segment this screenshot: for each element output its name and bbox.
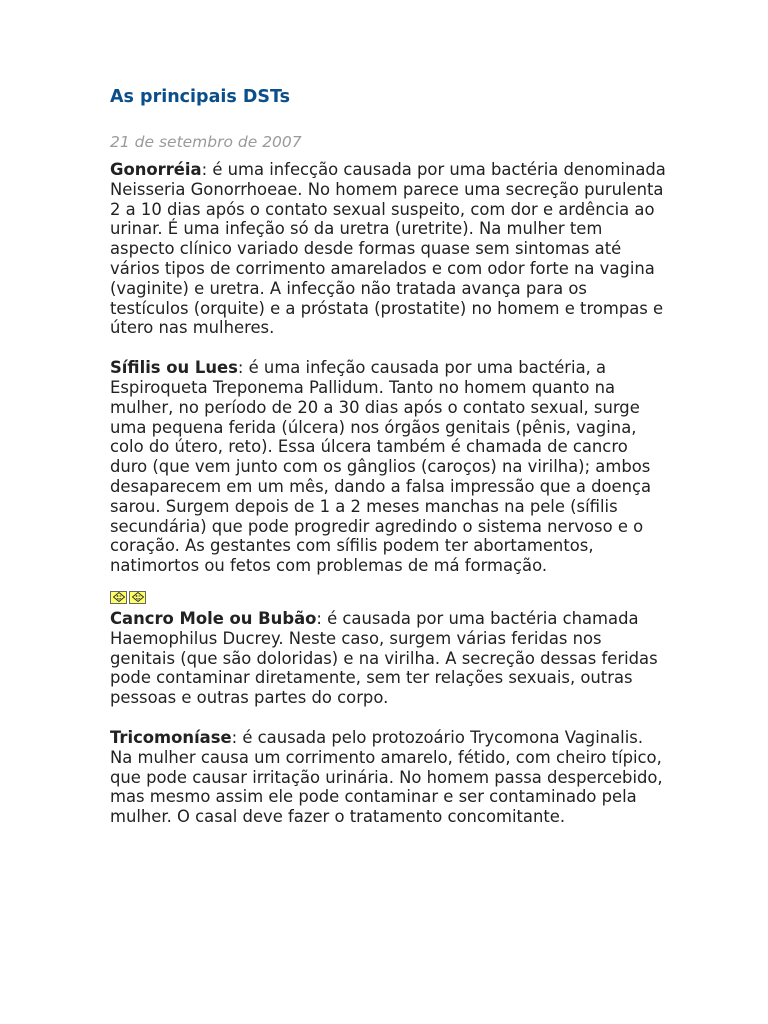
section-term: Gonorréia — [110, 160, 202, 179]
section-sifilis — [110, 358, 670, 576]
section-cancro-mole — [110, 609, 670, 708]
section-text: : é causada pelo protozoário Trycomona Vaginalis. Na mulher causa um corrimento amarelo, fétido, com cheiro típico, que pode causar irritação urinária. No homem passa despercebido, mas mesmo assim ele pode contaminar e ser contaminado pela mulher. O casal deve fazer o tratamento concomitante. — [110, 727, 663, 827]
section-gonorreia — [110, 160, 670, 338]
section-term: Tricomoníase — [110, 727, 232, 747]
section-tricomoniase — [110, 728, 670, 827]
page-title: As principais DSTs — [110, 87, 291, 107]
wink-emoticon-icon — [129, 591, 146, 604]
article — [110, 86, 670, 827]
section-text: : é uma infecção causada por uma bactéria denominada Neisseria Gonorrhoeae. No homem parece uma secreção purulenta 2 a 10 dias após o contato sexual suspeito, com dor e ardência ao urinar. É uma infeção só da uretra (uretrite). Na mulher tem aspecto clínico variado desde formas quase sem sintomas até vários tipos de corrimento amarelados e com odor forte na vagina (vaginite) e uretra. A infecção não tratada avança para os testículos (orquite) e a próstata (prostatite) no homem e trompas e útero nas mulheres. — [110, 160, 666, 338]
wink-emoticon-icon — [110, 591, 127, 604]
section-text: : é uma infeção causada por uma bactéria, a Espiroqueta Treponema Pallidum. Tanto no homem quanto na mulher, no período de 20 a 30 dias após o contato sexual, surge uma pequena ferida (úlcera) nos órgãos genitais (pênis, vagina, colo do útero, reto). Essa úlcera também é chamada de cancro duro (que vem junto com os gânglios (caroços) na virilha); ambos desaparecem em um mês, dando a falsa impressão que a doença sarou. Surgem depois de 1 a 2 meses manchas na pele (sífilis secundária) que pode progredir agredindo o sistema nervoso e o coração. As gestantes com sífilis podem ter abortamentos, natimortos ou fetos com problemas de má formação. — [110, 358, 652, 576]
section-term: Cancro Mole ou Bubão — [110, 608, 317, 628]
section-text: : é causada por uma bactéria chamada Haemophilus Ducrey. Neste caso, surgem várias feridas nos genitais (que são doloridas) e na virilha. A secreção dessas feridas pode contaminar diretamente, sem ter relações sexuais, outras pessoas e outras partes do corpo. — [110, 608, 658, 708]
emoticon-row — [110, 591, 670, 605]
section-term: Sífilis ou Lues — [110, 358, 238, 378]
post-date: 21 de setembro de 2007 — [110, 133, 302, 151]
